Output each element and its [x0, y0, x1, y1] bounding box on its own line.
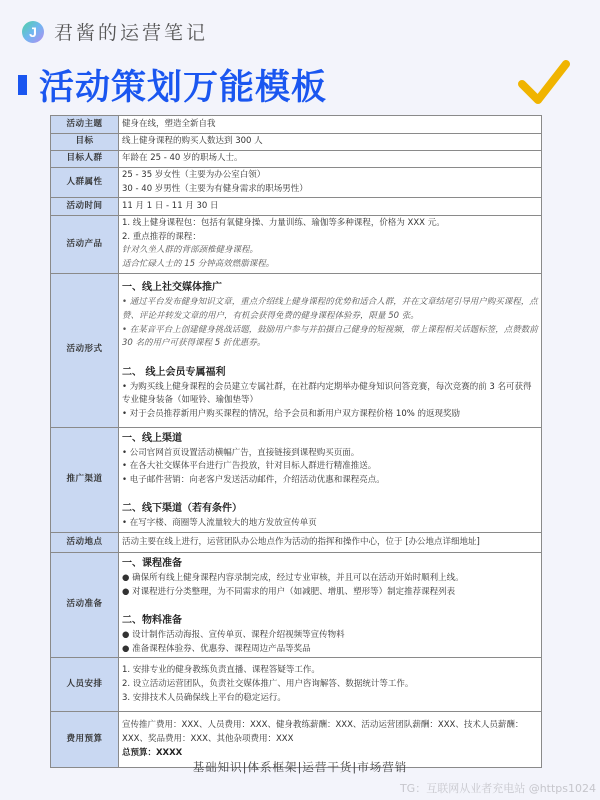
- checkmark-icon: [518, 58, 570, 108]
- row-value: 健身在线，塑造全新自我: [119, 116, 542, 134]
- row-label: 活动地点: [51, 532, 119, 552]
- row-label: 活动主题: [51, 116, 119, 134]
- attribute-line: 25 - 35 岁女性（主要为办公室白领）: [122, 170, 266, 180]
- row-value: [119, 216, 542, 273]
- table-row-staff: [51, 658, 542, 712]
- table-row-format: [51, 273, 542, 427]
- row-value: [119, 273, 542, 427]
- j-logo-icon: J: [22, 21, 44, 43]
- table-row-location: [51, 532, 542, 552]
- bullet-item: ● 准备课程体验券、优惠券、课程周边产品等奖品: [122, 643, 311, 654]
- row-label: 推广渠道: [51, 427, 119, 532]
- staff-line: 3. 安排技术人员确保线上平台的稳定运行。: [122, 692, 286, 703]
- row-value: 活动主要在线上进行，运营团队办公地点作为活动的指挥和操作中心，位于 [办公地点详细地址]: [119, 532, 542, 552]
- row-label: 人员安排: [51, 658, 119, 712]
- title-row: [18, 60, 327, 110]
- bullet-item: • 对于会员推荐新用户购买课程的情况，给予会员和新用户双方课程价格 10% 的返现奖励: [122, 409, 461, 420]
- table-row-channels: [51, 427, 542, 532]
- section-heading: 二、物料准备: [122, 615, 182, 627]
- product-line: 针对久坐人群的背部颈椎健身课程。: [122, 245, 259, 256]
- row-value: [119, 552, 542, 657]
- staff-line: 1. 安排专业的健身教练负责直播、课程答疑等工作。: [122, 665, 320, 676]
- title-accent-bar: [18, 75, 27, 95]
- watermark: TG：互联网从业者充电站 @https1024: [399, 782, 596, 795]
- budget-total: 总预算：XXXX: [122, 747, 183, 758]
- table-row-audience: [51, 151, 542, 168]
- product-line: 1. 线上健身课程包：包括有氧健身操、力量训练、瑜伽等多种课程，价格为 XXX 元。: [122, 218, 445, 229]
- bullet-item: ● 对课程进行分类整理，为不同需求的用户（如减肥、增肌、塑形等）制定推荐课程列表: [122, 586, 456, 597]
- row-value: 年龄在 25 - 40 岁的职场人士。: [119, 151, 542, 168]
- row-label: 人群属性: [51, 168, 119, 198]
- section-heading: 一、线上渠道: [122, 432, 182, 444]
- section-heading: 一、线上社交媒体推广: [122, 282, 222, 294]
- table-row-product: [51, 216, 542, 273]
- footer-nav: 基础知识|体系框架|运营干货|市场营销: [192, 760, 408, 774]
- bullet-item: ● 设计制作活动海报、宣传单页、课程介绍视频等宣传物料: [122, 630, 345, 641]
- bullet-item: • 在各大社交媒体平台进行广告投放，针对目标人群进行精准推送。: [122, 461, 377, 472]
- budget-items: 宣传推广费用：XXX、人员费用：XXX、健身教练薪酬：XXX、活动运营团队薪酬：XXX、技术人员薪酬：XXX、奖品费用：XXX、其他杂项费用：XXX: [122, 720, 524, 745]
- bullet-item: • 为购买线上健身课程的会员建立专属社群，在社群内定期举办健身知识问答竞赛，每次竞赛的前 3 名可获得专业健身装备（如哑铃、瑜伽垫等）: [122, 381, 532, 406]
- activity-plan-table: [50, 115, 542, 768]
- table-row-theme: [51, 116, 542, 134]
- section-heading: 二、 线上会员专属福利: [122, 366, 226, 378]
- row-value: 11 月 1 日 - 11 月 30 日: [119, 198, 542, 216]
- row-label: 目标: [51, 134, 119, 151]
- brand-name: 君酱的运营笔记: [54, 22, 209, 44]
- row-label: 费用预算: [51, 712, 119, 768]
- brand-header: [22, 18, 208, 45]
- bullet-item: • 公司官网首页设置活动横幅广告，直接链接到课程购买页面。: [122, 447, 360, 458]
- product-line: 适合忙碌人士的 15 分钟高效燃脂课程。: [122, 258, 275, 269]
- page-title: 活动策划万能模板: [39, 68, 328, 108]
- bullet-item: • 在写字楼、商圈等人流量较大的地方发放宣传单页: [122, 518, 317, 529]
- row-value: [119, 168, 542, 198]
- row-label: 目标人群: [51, 151, 119, 168]
- bullet-item: • 通过平台发布健身知识文章，重点介绍线上健身课程的优势和适合人群，并在文章结尾引导用户购买课程，点赞、评论并转发文章的用户，有机会获得免费的健身课程体验券，限量 50 张。: [122, 297, 538, 322]
- attribute-line: 30 - 40 岁男性（主要为有健身需求的职场男性）: [122, 183, 308, 194]
- bullet-item: • 在某音平台上创建健身挑战话题，鼓励用户参与并拍摄自己健身的短视频，带上课程相关话题标签，点赞数前 30 名的用户可获得课程 5 折优惠券。: [122, 324, 538, 349]
- row-label: 活动形式: [51, 273, 119, 427]
- table-row-preparation: [51, 552, 542, 657]
- product-line: 2. 重点推荐的课程：: [122, 231, 201, 242]
- bullet-item: ● 确保所有线上健身课程内容录制完成，经过专业审核，并且可以在活动开始时顺利上线。: [122, 572, 464, 583]
- row-value: 线上健身课程的购买人数达到 300 人: [119, 134, 542, 151]
- table-row-time: [51, 198, 542, 216]
- bullet-item: • 电子邮件营销：向老客户发送活动邮件，介绍活动优惠和课程亮点。: [122, 474, 385, 485]
- staff-line: 2. 设立活动运营团队，负责社交媒体推广、用户咨询解答、数据统计等工作。: [122, 679, 414, 690]
- table-row-attributes: [51, 168, 542, 198]
- section-heading: 二、线下渠道（若有条件）: [122, 503, 242, 515]
- table-row-goal: [51, 134, 542, 151]
- section-heading: 一、课程准备: [122, 557, 182, 569]
- row-label: 活动产品: [51, 216, 119, 273]
- row-value: [119, 658, 542, 712]
- row-label: 活动准备: [51, 552, 119, 657]
- row-value: [119, 427, 542, 532]
- row-label: 活动时间: [51, 198, 119, 216]
